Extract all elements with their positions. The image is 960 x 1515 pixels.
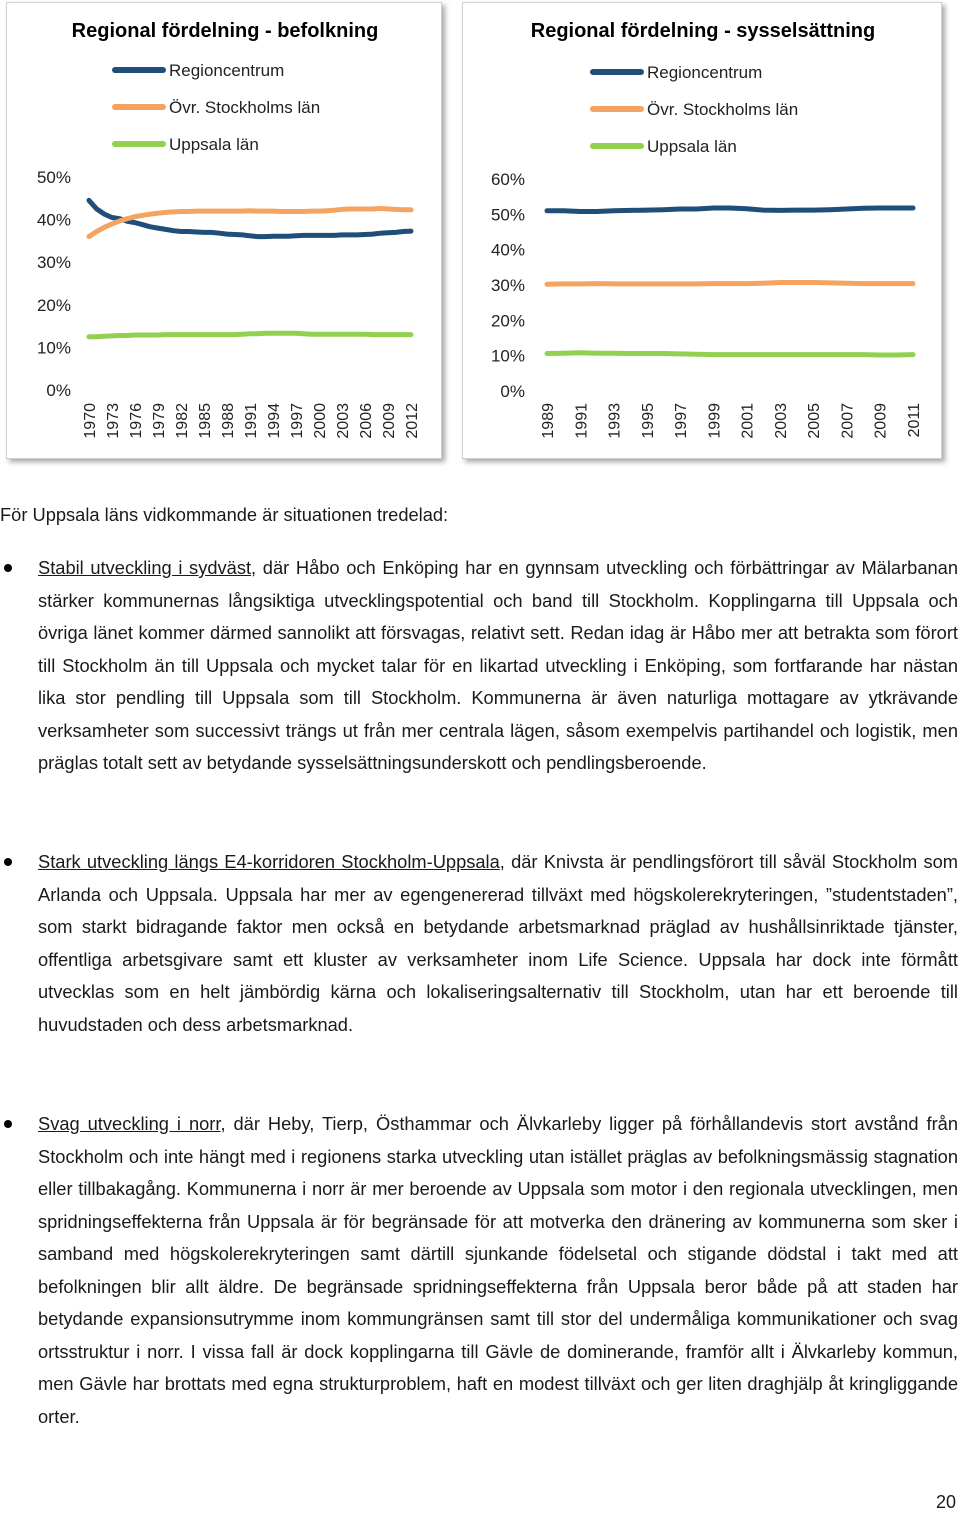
x-tick-label: 1979 [151,403,168,439]
y-tick-label: 0% [500,382,525,401]
chart-title: Regional fördelning - befolkning [71,20,379,42]
bullet-e4-corridor [0,846,958,1041]
x-tick-label: 1995 [639,403,657,439]
series-line [547,353,913,355]
x-tick-label: 1989 [540,403,557,439]
series-line [547,283,913,285]
bullet-lead: Stark utveckling längs E4-korridoren Stockholm-Uppsala [38,851,500,872]
y-tick-label: 40% [490,240,525,260]
legend-label: Uppsala län [169,135,259,154]
y-tick-label: 60% [490,170,525,189]
legend-label: Övr. Stockholms län [169,98,321,117]
y-tick-label: 40% [36,210,71,230]
x-tick-label: 1999 [706,403,724,439]
x-tick-label: 2001 [739,403,757,439]
series-line [547,208,913,212]
x-tick-label: 1991 [573,403,591,439]
x-tick-label: 2003 [772,403,790,439]
x-tick-label: 2009 [872,403,890,439]
x-tick-label: 2005 [806,403,824,439]
y-tick-label: 20% [490,311,525,331]
legend-label: Övr. Stockholms län [647,100,799,119]
y-tick-label: 50% [36,168,71,187]
bullet-dot [4,564,12,572]
x-tick-label: 1985 [197,403,214,439]
page-number: 20 [935,1492,956,1512]
x-tick-label: 1973 [105,403,122,439]
x-tick-label: 1997 [289,403,306,439]
y-tick-label: 30% [490,276,525,295]
intro-text: För Uppsala läns vidkommande är situationen tredelad: [0,504,449,525]
x-tick-label: 2000 [312,403,329,439]
bullet-body: , där Knivsta är pendlingsförort till såväl Stockholm som Arlanda och Uppsala. Uppsala har mer av egengenererad tillväxt med högskolerekryteringen, ”studentstaden”, som starkt bidragande faktor men också en betydande arbetsmarknad präglad av hushållsinriktade tjänster, offentliga arbetsgivare samt ett kluster av verksamheter inom Life Science. Uppsala har dock inte förmått utvecklas som en helt jämbördig kärna och lokaliseringsalternativ till Stockholm, utan har ett beroende till huvudstaden och dess arbetsmarknad. [38,851,958,1035]
x-tick-label: 2009 [381,403,398,439]
employment-chart [462,2,942,459]
y-tick-label: 10% [490,346,525,366]
x-tick-label: 1994 [266,403,283,439]
x-tick-label: 2012 [404,403,421,439]
bullet-paragraph [38,552,958,780]
y-tick-label: 10% [36,338,71,358]
bullet-body: , där Heby, Tierp, Östhammar och Älvkarleby ligger på förhållandevis stort avstånd från Stockholm och inte hängt med i regionens starka utveckling utan istället präglas av befolkningsmässig stagnation eller tillbakagång. Kommunerna i norr är mer beroende av Uppsala som motor i den regionala utvecklingen, men spridningseffekterna från Uppsala är för begränsade för att motverka den dränering av kommunerna som sker i samband med högskolerekryteringen samt därtill sjunkande födelsetal och stigande dödstal i takt med att befolkningen blir allt äldre. De begränsade spridningseffekterna från Uppsala beror både på att staden har betydande expansionsutrymme inom kommungränsen samt till stor del undermåliga kommunikationer och svag ortsstruktur i norr. I vissa fall är dock kopplingarna till Gävle de dominerande, framför allt i Älvkarleby kommun, men Gävle har brottats med egna strukturproblem, haft en modest tillväxt och ger liten draghjälp åt kringliggande orter. [38,1113,958,1427]
x-tick-label: 1988 [220,403,237,439]
bullet-lead: Svag utveckling i norr [38,1113,221,1134]
x-tick-label: 2007 [839,403,857,439]
x-tick-label: 2006 [358,403,375,439]
y-tick-label: 50% [490,205,525,225]
x-tick-label: 2003 [335,403,352,439]
y-tick-label: 20% [36,295,71,315]
legend-label: Regioncentrum [647,63,763,82]
bullet-north [0,1108,958,1433]
bullet-southwest [0,552,958,780]
bullet-lead: Stabil utveckling i sydväst [38,557,252,578]
x-tick-label: 2011 [906,403,923,438]
employment-chart-svg [463,3,941,458]
legend-label: Regioncentrum [169,61,285,80]
x-tick-label: 1991 [243,403,260,439]
bullet-body: , där Håbo och Enköping har en gynnsam utveckling och förbättringar av Mälarbanan stärker kommunernas långsiktiga utvecklingspotential och band till Stockholm. Kopplingarna till Uppsala och övriga länet kommer därmed sannolikt att försvagas, relativt sett. Redan idag är Håbo mer att betrakta som förort till Stockholm än till Uppsala och mycket talar för en likartad utveckling i Enköping, som fortfarande har nästan lika stor pendling till Uppsala som till Stockholm. Kommunerna är även naturliga mottagare av ytkrävande verksamheter som successivt trängs ut från mer centrala lägen, såsom exempelvis partihandel och logistik, men präglas totalt sett av betydande sysselsättningsunderskott och pendlingsberoende. [38,557,958,773]
x-tick-label: 1976 [128,403,145,439]
x-tick-label: 1997 [673,403,691,439]
x-tick-label: 1982 [174,403,191,439]
x-tick-label: 1970 [82,403,99,439]
x-tick-label: 1993 [606,403,624,439]
y-tick-label: 0% [46,381,71,400]
bullet-paragraph [38,1108,958,1433]
bullet-paragraph [38,846,958,1041]
bullet-dot [4,858,12,866]
population-chart [6,2,442,459]
legend-label: Uppsala län [647,137,737,156]
series-line [89,333,411,337]
bullet-dot [4,1120,12,1128]
y-tick-label: 30% [36,253,71,273]
chart-title: Regional fördelning - sysselsättning [530,20,876,42]
population-chart-svg [7,3,441,458]
